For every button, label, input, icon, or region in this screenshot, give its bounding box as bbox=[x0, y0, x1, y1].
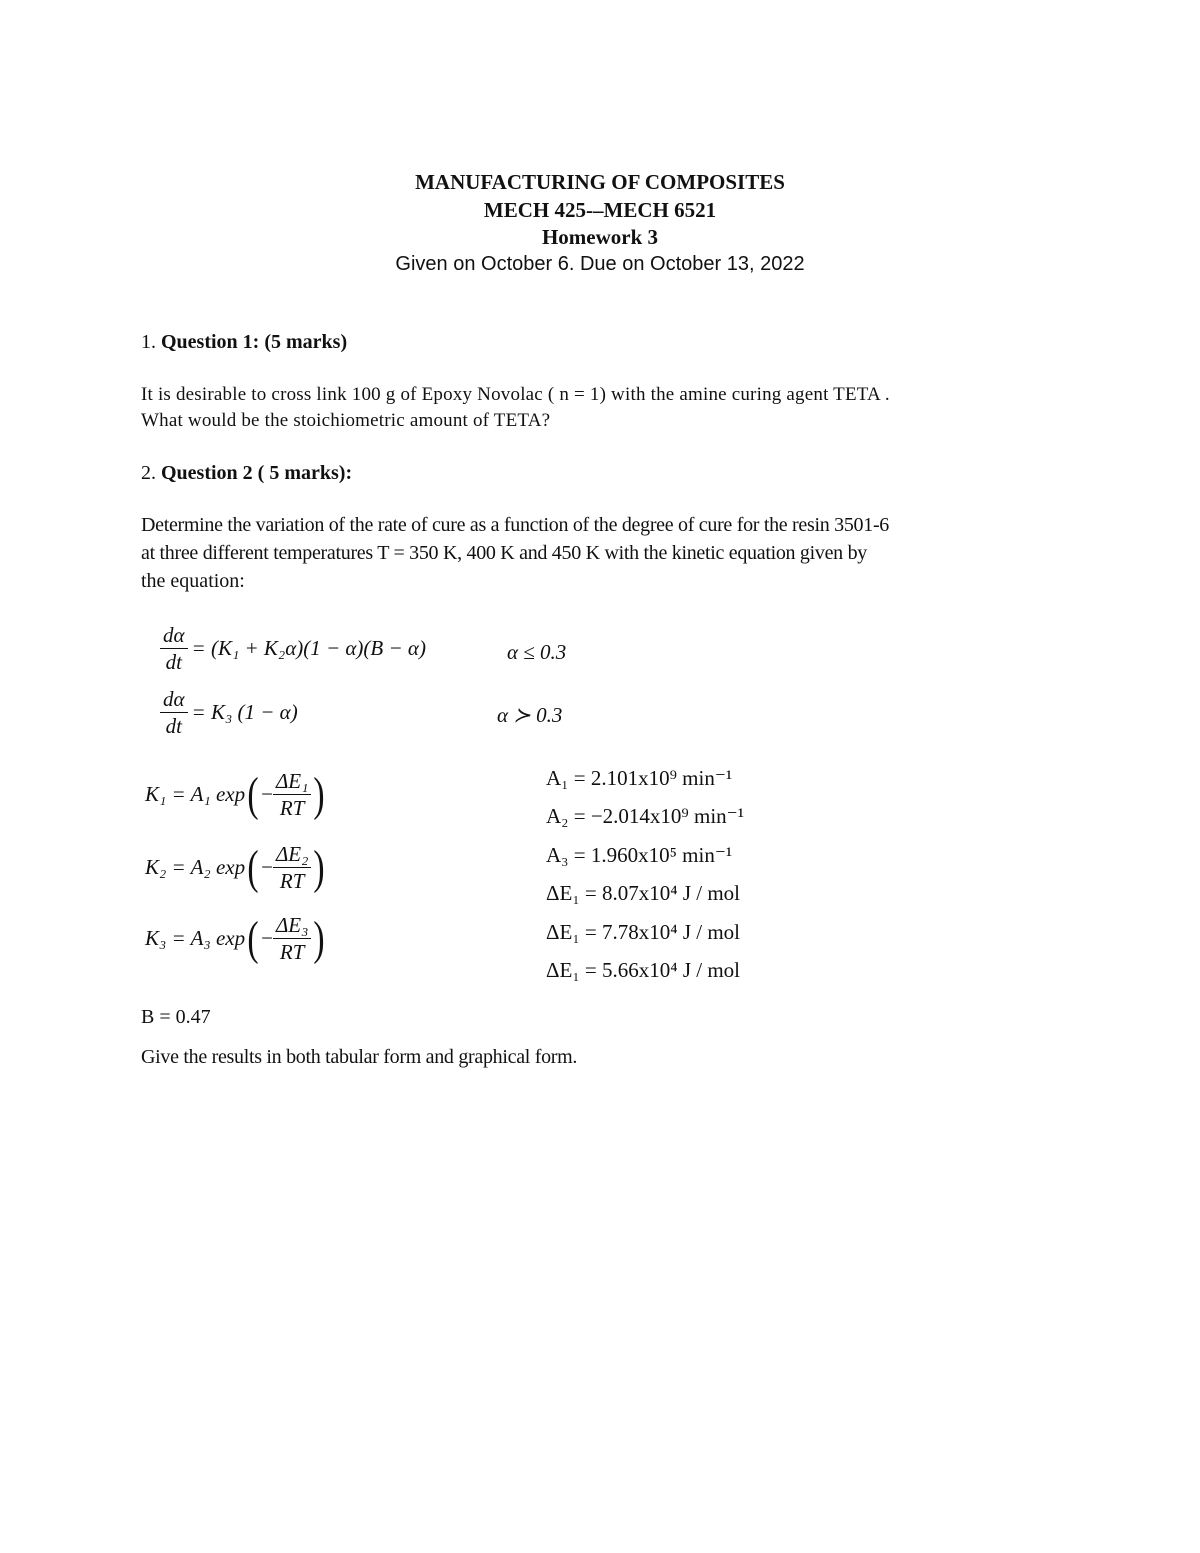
left-paren-icon: ( bbox=[247, 767, 259, 821]
question-2-heading bbox=[141, 462, 352, 485]
rate-numerator-2: dα bbox=[160, 686, 188, 713]
k1-fraction bbox=[273, 768, 311, 821]
k3-numerator: ΔE₃ bbox=[273, 912, 311, 939]
k1-numerator: ΔE₁ bbox=[273, 768, 311, 795]
question-2-title: Question 2 ( 5 marks): bbox=[161, 462, 353, 484]
k2-minus: − bbox=[261, 855, 273, 879]
rate-equation-2-condition: α ≻ 0.3 bbox=[497, 703, 563, 727]
constant-e3: ΔE₁ = 5.66x10⁴ J / mol bbox=[546, 958, 740, 982]
rate-equation-2-rhs: = K₃ (1 − α) bbox=[191, 700, 298, 724]
question-1-number: 1. bbox=[141, 331, 156, 353]
question-1-title: Question 1: (5 marks) bbox=[161, 331, 348, 353]
rate-equation-1 bbox=[160, 622, 426, 675]
rate-equation-2 bbox=[160, 686, 298, 739]
question-2-text-line-1: Determine the variation of the rate of cure as a function of the degree of cure for the resin 3501-6 bbox=[141, 514, 889, 536]
k2-equation bbox=[145, 841, 327, 894]
right-paren-icon: ) bbox=[313, 911, 326, 965]
left-paren-icon: ( bbox=[247, 911, 259, 965]
homework-label: Homework 3 bbox=[541, 225, 659, 249]
k2-lhs: K₂ = A₂ exp bbox=[145, 855, 246, 879]
k2-fraction bbox=[273, 841, 311, 894]
question-2-number: 2. bbox=[141, 462, 156, 484]
k1-minus: − bbox=[261, 782, 273, 806]
constant-e2: ΔE₁ = 7.78x10⁴ J / mol bbox=[546, 920, 740, 944]
k3-equation bbox=[145, 912, 327, 965]
rate-fraction bbox=[160, 622, 188, 675]
rate-fraction-2 bbox=[160, 686, 188, 739]
k3-fraction bbox=[273, 912, 311, 965]
b-value: B = 0.47 bbox=[141, 1006, 211, 1028]
constant-a1: A₁ = 2.101x10⁹ min⁻¹ bbox=[546, 766, 733, 790]
rate-numerator: dα bbox=[160, 622, 188, 649]
right-paren-icon: ) bbox=[313, 767, 326, 821]
k1-equation bbox=[145, 768, 327, 821]
rate-denominator-2: dt bbox=[165, 714, 182, 738]
course-code: MECH 425-–MECH 6521 bbox=[483, 198, 717, 222]
rate-equation-1-rhs: = (K₁ + K₂α)(1 − α)(B − α) bbox=[191, 636, 426, 660]
question-1-text-line-2: What would be the stoichiometric amount of TETA? bbox=[141, 410, 551, 431]
k2-denominator: RT bbox=[279, 869, 305, 893]
k3-lhs: K₃ = A₃ exp bbox=[145, 926, 246, 950]
k1-lhs: K₁ = A₁ exp bbox=[145, 782, 246, 806]
right-paren-icon: ) bbox=[313, 840, 326, 894]
k3-minus: − bbox=[261, 926, 273, 950]
due-dates: Given on October 6. Due on October 13, 2022 bbox=[395, 253, 805, 275]
constant-a2: A₂ = −2.014x10⁹ min⁻¹ bbox=[546, 804, 745, 828]
rate-equation-1-condition: α ≤ 0.3 bbox=[507, 640, 567, 664]
question-2-text-line-2: at three different temperatures T = 350 K, 400 K and 450 K with the kinetic equation given by bbox=[141, 542, 867, 564]
document-title: MANUFACTURING OF COMPOSITES bbox=[415, 170, 785, 194]
constant-a3: A₃ = 1.960x10⁵ min⁻¹ bbox=[546, 843, 733, 867]
k2-numerator: ΔE₂ bbox=[273, 841, 311, 868]
k3-denominator: RT bbox=[279, 940, 305, 964]
constant-e1: ΔE₁ = 8.07x10⁴ J / mol bbox=[546, 881, 740, 905]
question-1-heading bbox=[141, 331, 347, 354]
rate-denominator: dt bbox=[165, 650, 182, 674]
question-2-text-line-3: the equation: bbox=[141, 570, 245, 592]
k1-denominator: RT bbox=[279, 796, 305, 820]
closing-instruction: Give the results in both tabular form and graphical form. bbox=[141, 1046, 578, 1068]
question-1-text-line-1: It is desirable to cross link 100 g of Epoxy Novolac ( n = 1) with the amine curing agent TETA . bbox=[141, 384, 890, 405]
left-paren-icon: ( bbox=[247, 840, 259, 894]
